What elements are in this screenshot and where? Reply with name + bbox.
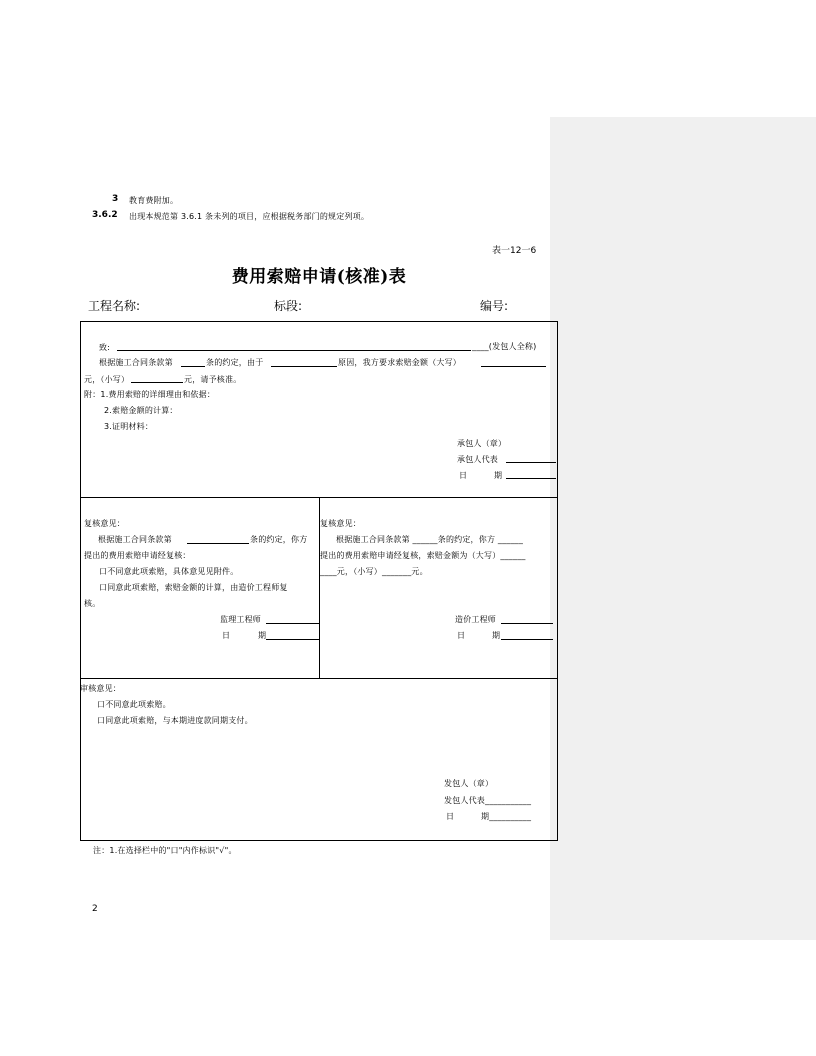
review-right-date-a: 日	[457, 631, 466, 640]
cost-engineer-blank	[501, 623, 553, 624]
attachment-3: 3.证明材料：	[104, 422, 154, 431]
review-left-date-a: 日	[222, 631, 231, 640]
review-right-text3: ____元，（小写）_______元。	[320, 567, 428, 576]
to-label: 致:	[99, 343, 111, 352]
review-right-text2: 提出的费用索赔申请经复核，索赔金额为（大写）______	[320, 551, 526, 560]
review-left-option2: 口同意此项索赔，索赔金额的计算，由造价工程师复	[99, 583, 288, 592]
review-left-option2-cont: 核。	[84, 599, 101, 608]
contractor-rep-blank	[506, 462, 556, 463]
number-label: 编号:	[480, 299, 509, 313]
employer-name-blank	[117, 350, 471, 351]
form-number: 表一12一6	[492, 246, 537, 256]
employer-name-suffix: ____(发包人全称)	[472, 342, 537, 351]
form-title: 费用索赔申请(核准)表	[231, 267, 407, 287]
contractor-date-label-a: 日	[459, 471, 468, 480]
comment-pane	[550, 117, 816, 940]
employer-rep-label: 发包人代表___________	[444, 796, 532, 805]
claim-text-part3: 原因，我方要求索赔金额（大写）	[338, 358, 461, 367]
section-label: 标段:	[274, 299, 303, 313]
supervising-engineer-blank	[266, 623, 319, 624]
review-right-date-b: 期	[492, 631, 501, 640]
project-name-label: 工程名称:	[88, 299, 141, 313]
review-left-text3: 提出的费用索赔申请经复核：	[84, 551, 191, 560]
page-number: 2	[92, 904, 98, 914]
form-note: 注：1.在选择栏中的"口"内作标识"√"。	[93, 846, 237, 855]
approval-date-b: 期__________	[481, 812, 532, 821]
contractor-rep-label: 承包人代表	[457, 455, 498, 464]
approval-option1: 口不同意此项索赔。	[97, 700, 171, 709]
clause-blank	[181, 366, 205, 367]
review-left-date-b: 期	[258, 631, 267, 640]
item-number: 3	[112, 194, 119, 204]
contractor-date-blank	[506, 478, 556, 479]
item-text: 教育费附加。	[129, 196, 179, 205]
amount-figures-blank	[131, 382, 183, 383]
supervising-engineer-label: 监理工程师	[220, 615, 261, 624]
cost-engineer-label: 造价工程师	[455, 615, 496, 624]
clause-text: 出现本规范第 3.6.1 条未列的项目，应根据税务部门的规定列项。	[129, 212, 370, 221]
review-left-heading: 复核意见：	[84, 519, 125, 528]
reason-blank	[271, 366, 337, 367]
review-left-option1: 口不同意此项索赔，具体意见见附件。	[99, 567, 239, 576]
attachment-1: 附：1.费用索赔的详细理由和依据：	[84, 390, 216, 399]
approval-option2: 口同意此项索赔，与本期进度款同期支付。	[97, 716, 253, 725]
claim-text-part1: 根据施工合同条款第	[99, 358, 173, 367]
review-left-text1: 根据施工合同条款第	[98, 535, 172, 544]
contractor-seal-label: 承包人（章）	[457, 439, 507, 448]
claim-text-part5: 元，请予核准。	[184, 375, 242, 384]
review-right-text1: 根据施工合同条款第 ______条的约定，你方 ______	[336, 535, 524, 544]
amount-words-blank	[481, 366, 546, 367]
approval-heading: 审核意见：	[80, 684, 121, 693]
approval-date-a: 日	[446, 812, 455, 821]
row-divider-2	[80, 678, 558, 679]
clause-number: 3.6.2	[92, 210, 118, 220]
contractor-date-label-b: 期	[494, 471, 503, 480]
review-left-text2: 条的约定，你方	[250, 535, 308, 544]
review-right-heading: 复核意见：	[320, 519, 361, 528]
review-right-date-blank	[501, 639, 553, 640]
review-left-date-blank	[266, 639, 319, 640]
attachment-2: 2.索赔金额的计算：	[104, 406, 178, 415]
claim-text-part4: 元，（小写）	[84, 375, 130, 384]
claim-text-part2: 条的约定，由于	[206, 358, 264, 367]
employer-seal-label: 发包人（章）	[444, 779, 494, 788]
review-left-clause-blank	[187, 543, 249, 544]
